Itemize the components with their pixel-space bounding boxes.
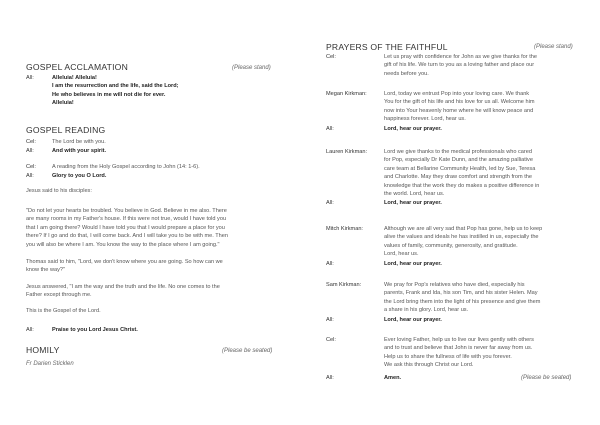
text-line: Lord we give thanks to the medical professionals who cared <box>384 149 533 155</box>
prayer-response <box>326 260 576 269</box>
reading-thomas <box>26 258 223 275</box>
final-response: Praise to you Lord Jesus Christ. <box>52 327 138 333</box>
speaker-label: Sam Kirkman: <box>326 282 362 288</box>
text-line: He who believes in me will not die for ever. <box>52 91 166 98</box>
please-be-seated-note: (Please be seated) <box>222 348 273 354</box>
text-line: I am the resurrection and the life, said the Lord; <box>52 83 179 90</box>
text-line: and Charlotte. May they draw comfort and strength from the <box>384 174 532 181</box>
speaker-label: All: <box>26 147 34 154</box>
text-line: and to trust and believe that John is never far away from us. <box>384 345 533 352</box>
text-line: the world. Lord, hear us. <box>384 191 445 198</box>
exchange-text: A reading from the Holy Gospel according to John (14: 1-6). <box>52 164 200 170</box>
prayer-text <box>384 53 537 78</box>
speaker-label: All: <box>326 125 334 132</box>
text-line: Jesus answered, "I am the way and the truth and the life. No one comes to the <box>26 284 220 290</box>
text-line: are many rooms in my Father's house. If this were not true, would I have told you <box>26 216 227 223</box>
speaker-label: All: <box>26 75 34 81</box>
text-line: that I am going there? Would I have told you that I would prepare a place for you <box>26 224 225 231</box>
prayers-heading: PRAYERS OF THE FAITHFUL <box>326 42 448 52</box>
speaker-label: All: <box>326 200 334 207</box>
prayer-text <box>384 148 539 198</box>
text-line: for Pop, especially Dr Kate Dunn, and the amazing palliative <box>384 157 533 164</box>
response-text: Lord, hear our prayer. <box>384 260 442 267</box>
prayer-text <box>384 281 540 315</box>
text-line: gift of his life. We turn to you as a loving father and place our <box>384 62 535 69</box>
text-line: Thomas said to him, "Lord, we don't know where you are going. So how can we <box>26 259 223 265</box>
text-line: happiness forever. Lord, hear us. <box>384 116 466 123</box>
speaker-label: Cel: <box>326 337 336 343</box>
reading-closing <box>26 307 101 315</box>
reading-quote <box>26 207 228 249</box>
text-line: needs before you. <box>384 70 429 77</box>
speaker-label: All: <box>326 316 334 323</box>
text-line: "Do not let your hearts be troubled. You believe in God. Believe in me also. There <box>26 208 227 214</box>
homily-speaker: Fr Darien Sticklen <box>26 361 74 367</box>
prayer-text <box>384 336 534 370</box>
text-line: values of family, community, generosity, and gratitude. <box>384 242 518 249</box>
speaker-label: Cel: <box>326 54 336 60</box>
speaker-label: All: <box>326 375 334 381</box>
prayer-text <box>384 225 542 259</box>
reading-final <box>26 326 296 335</box>
text-line: there? If I go and do that, I will come back. And I will take you to be with me. Then <box>26 233 229 240</box>
text-line: parents, Frank and Ida, his son Tim, and his sister Helen. May <box>384 290 538 297</box>
response-text: Lord, hear our prayer. <box>384 200 442 207</box>
response-text: Lord, hear our prayer. <box>384 125 442 132</box>
please-stand-note: (Please stand) <box>534 44 573 50</box>
speaker-label: All: <box>26 327 34 333</box>
speaker-label: Cel: <box>26 164 36 170</box>
text-line: Ever loving Father, help us to live our lives gently with others <box>384 337 534 343</box>
amen-text: Amen. <box>384 375 402 381</box>
text-line: alive the values and ideals he has instilled in us, especially the <box>384 234 539 241</box>
prayer-text <box>384 90 534 124</box>
speaker-label: Mitch Kirkman: <box>326 226 363 232</box>
text-line: We ask this through Christ our Lord. <box>384 362 474 369</box>
speaker-label: All: <box>26 172 34 179</box>
prayer-response <box>326 316 576 325</box>
speaker-label: Megan Kirkman: <box>326 91 367 97</box>
text-line: Let us pray with confidence for John as we give thanks for the <box>384 54 537 60</box>
text-line: You for the gift of his life and his love for us all. Welcome him <box>384 99 535 106</box>
prayer-response <box>326 199 576 208</box>
text-line: now into Your heavenly home where he will know peace and <box>384 107 534 114</box>
exchange <box>26 172 296 181</box>
text-line: Lord, today we entrust Pop into your loving care. We thank <box>384 91 530 97</box>
text-line: Alleluia! <box>52 100 74 107</box>
text-line: Help us to share the fullness of life with you forever. <box>384 353 512 360</box>
text-line: Lord, hear us. <box>384 251 419 258</box>
gospel-reading-heading: GOSPEL READING <box>26 125 106 135</box>
text-line: We pray for Pop's relatives who have died, especially his <box>384 282 525 288</box>
text-line: Father except through me. <box>26 292 92 299</box>
response-text: Lord, hear our prayer. <box>384 316 442 323</box>
acclamation-text <box>52 74 179 108</box>
text-line: you will also be where I am. You know the way to the place where I am going." <box>26 241 220 248</box>
speaker-label: Cel: <box>26 139 36 145</box>
text-line: Although we are all very sad that Pop has gone, help us to keep <box>384 226 543 232</box>
text-line: care team at Bellarine Community Health, led by Sue, Teresa <box>384 165 536 172</box>
reading-jesus <box>26 283 220 300</box>
reading-intro <box>26 187 92 195</box>
text-line: know the way?" <box>26 267 65 274</box>
homily-heading: HOMILY <box>26 345 60 355</box>
text-line: Jesus said to his disciples: <box>26 188 92 194</box>
speaker-label: All: <box>326 260 334 267</box>
gospel-acclamation-heading: GOSPEL ACCLAMATION <box>26 62 128 72</box>
text-line: Alleluia! Alleluia! <box>52 75 97 81</box>
text-line: This is the Gospel of the Lord. <box>26 308 101 314</box>
please-be-seated-note: (Please be seated) <box>521 375 572 381</box>
exchange <box>26 147 296 156</box>
exchange-response: Glory to you O Lord. <box>52 172 107 179</box>
prayer-response <box>326 125 576 134</box>
exchange-response: And with your spirit. <box>52 147 107 154</box>
speaker-label: Lauren Kirkman: <box>326 149 368 155</box>
text-line: a share in his glory. Lord, hear us. <box>384 307 469 314</box>
please-stand-note: (Please stand) <box>232 65 271 71</box>
exchange-text: The Lord be with you. <box>52 139 106 145</box>
text-line: the Lord bring them into the light of his presence and give them <box>384 298 541 305</box>
text-line: knowledge that the work they do makes a positive difference in <box>384 182 540 189</box>
